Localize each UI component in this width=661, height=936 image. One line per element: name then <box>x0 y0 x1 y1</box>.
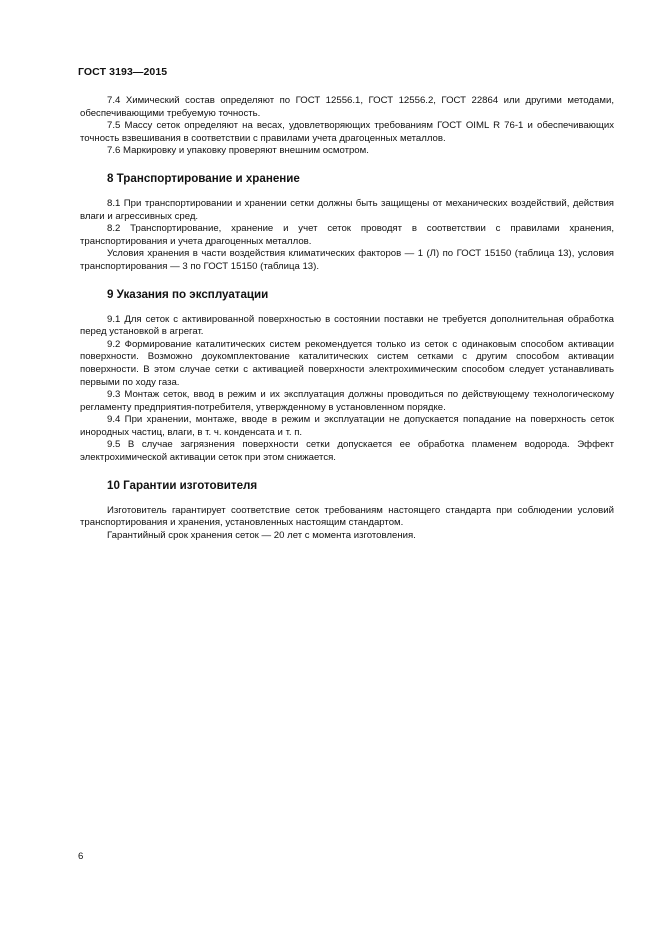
paragraph-9-4: 9.4 При хранении, монтаже, вводе в режим и эксплуатации не допускается попадание на поверхность сеток инородных частиц, влаги, в т. ч. конденсата и т. п. <box>80 414 614 438</box>
paragraph-10-1: Изготовитель гарантирует соответствие сеток требованиям настоящего стандарта при соблюдении условий транспортирования и хранения, установленных настоящим стандартом. <box>80 504 614 529</box>
paragraph-7-5: 7.5 Массу сеток определяют на весах, удовлетворяющих требованиям ГОСТ OIML R 76-1 и обеспечивающих точность взвешивания в соответствии с правилами учета драгоценных металлов. <box>80 120 614 144</box>
paragraph-9-3: 9.3 Монтаж сеток, ввод в режим и их эксплуатация должны проводиться по действующему технологическому регламенту предприятия-потребителя, утвержденному в установленном порядке. <box>80 389 614 413</box>
document-header: ГОСТ 3193—2015 <box>78 66 168 78</box>
paragraph-9-1: 9.1 Для сеток с активированной поверхностью в состоянии поставки не требуется дополнительная обработка перед установкой в агрегат. <box>80 313 614 338</box>
document-body <box>80 95 614 542</box>
section-10-heading: 10 Гарантии изготовителя <box>107 478 258 492</box>
paragraph-9-2: 9.2 Формирование каталитических систем рекомендуется только из сеток с одинаковым способом активации поверхности. Возможно доукомплектование каталитических систем сетками с другим способом активации поверхности. В этом случае сетки с активацией поверхности электрохимическим способом следует устанавливать первыми по ходу газа. <box>80 338 614 388</box>
paragraph-7-4: 7.4 Химический состав определяют по ГОСТ 12556.1, ГОСТ 12556.2, ГОСТ 22864 или другими методами, обеспечивающими требуемую точность. <box>80 95 614 119</box>
page-number: 6 <box>78 851 84 862</box>
paragraph-9-5: 9.5 В случае загрязнения поверхности сетки допускается ее обработка пламенем водорода. Эффект электрохимической активации сеток при этом снижается. <box>80 439 614 464</box>
paragraph-7-6: 7.6 Маркировку и упаковку проверяют внешним осмотром. <box>107 145 369 157</box>
paragraph-8-2: 8.2 Транспортирование, хранение и учет сеток проводят в соответствии с правилами хранения, транспортирования и учета драгоценных металлов. <box>80 223 614 247</box>
paragraph-10-2: Гарантийный срок хранения сеток — 20 лет с момента изготовления. <box>107 529 416 541</box>
paragraph-8-1: 8.1 При транспортировании и хранении сетки должны быть защищены от механических воздействий, действия влаги и агрессивных сред. <box>80 197 614 222</box>
section-8-heading: 8 Транспортирование и хранение <box>107 171 300 185</box>
paragraph-8-3: Условия хранения в части воздействия климатических факторов — 1 (Л) по ГОСТ 15150 (таблица 13), условия транспортирования — 3 по ГОСТ 15150 (таблица 13). <box>80 248 614 272</box>
section-9-heading: 9 Указания по эксплуатации <box>107 287 269 301</box>
